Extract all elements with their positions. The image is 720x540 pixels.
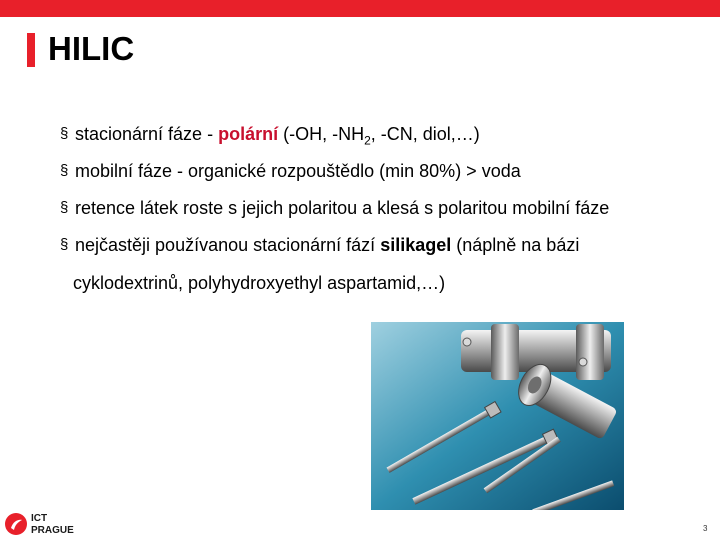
bullet-item [60,196,700,220]
title-marker [27,33,35,67]
bullet-continuation: cyklodextrinů, polyhydroxyethyl aspartamid,…) [73,273,446,293]
bullet-bold: silikagel [380,235,452,255]
bullet-item [60,159,700,183]
ict-logo-icon [4,512,28,536]
bullet-marker: § [60,199,69,216]
bullet-list [60,122,700,308]
bullet-marker: § [60,236,69,253]
bullet-text: stacionární fáze - [75,124,219,144]
bullet-item [60,122,700,146]
bullet-highlight: polární [218,124,279,144]
ict-prague-logo [4,510,104,540]
logo-line1: ICT [31,513,48,524]
top-accent-bar [0,0,720,17]
bullet-item [60,233,700,295]
subscript: 2 [364,133,371,148]
bullet-text: (-OH, -NH [278,124,365,144]
bullet-text: , -CN, diol,…) [370,124,480,144]
bullet-text: (náplně na bázi [451,235,580,255]
slide-title: HILIC [48,30,135,67]
bullet-text: retence látek roste s jejich polaritou a klesá s polaritou mobilní fáze [75,198,610,218]
logo-line2: PRAGUE [31,525,74,536]
bullet-marker: § [60,162,69,179]
bullet-text: nejčastěji používanou stacionární fází [75,235,381,255]
bullet-marker: § [60,125,69,142]
columns-photo [371,322,624,510]
bullet-text: mobilní fáze - organické rozpouštědlo (min 80%) > voda [75,161,521,181]
page-number: 3 [703,524,708,533]
